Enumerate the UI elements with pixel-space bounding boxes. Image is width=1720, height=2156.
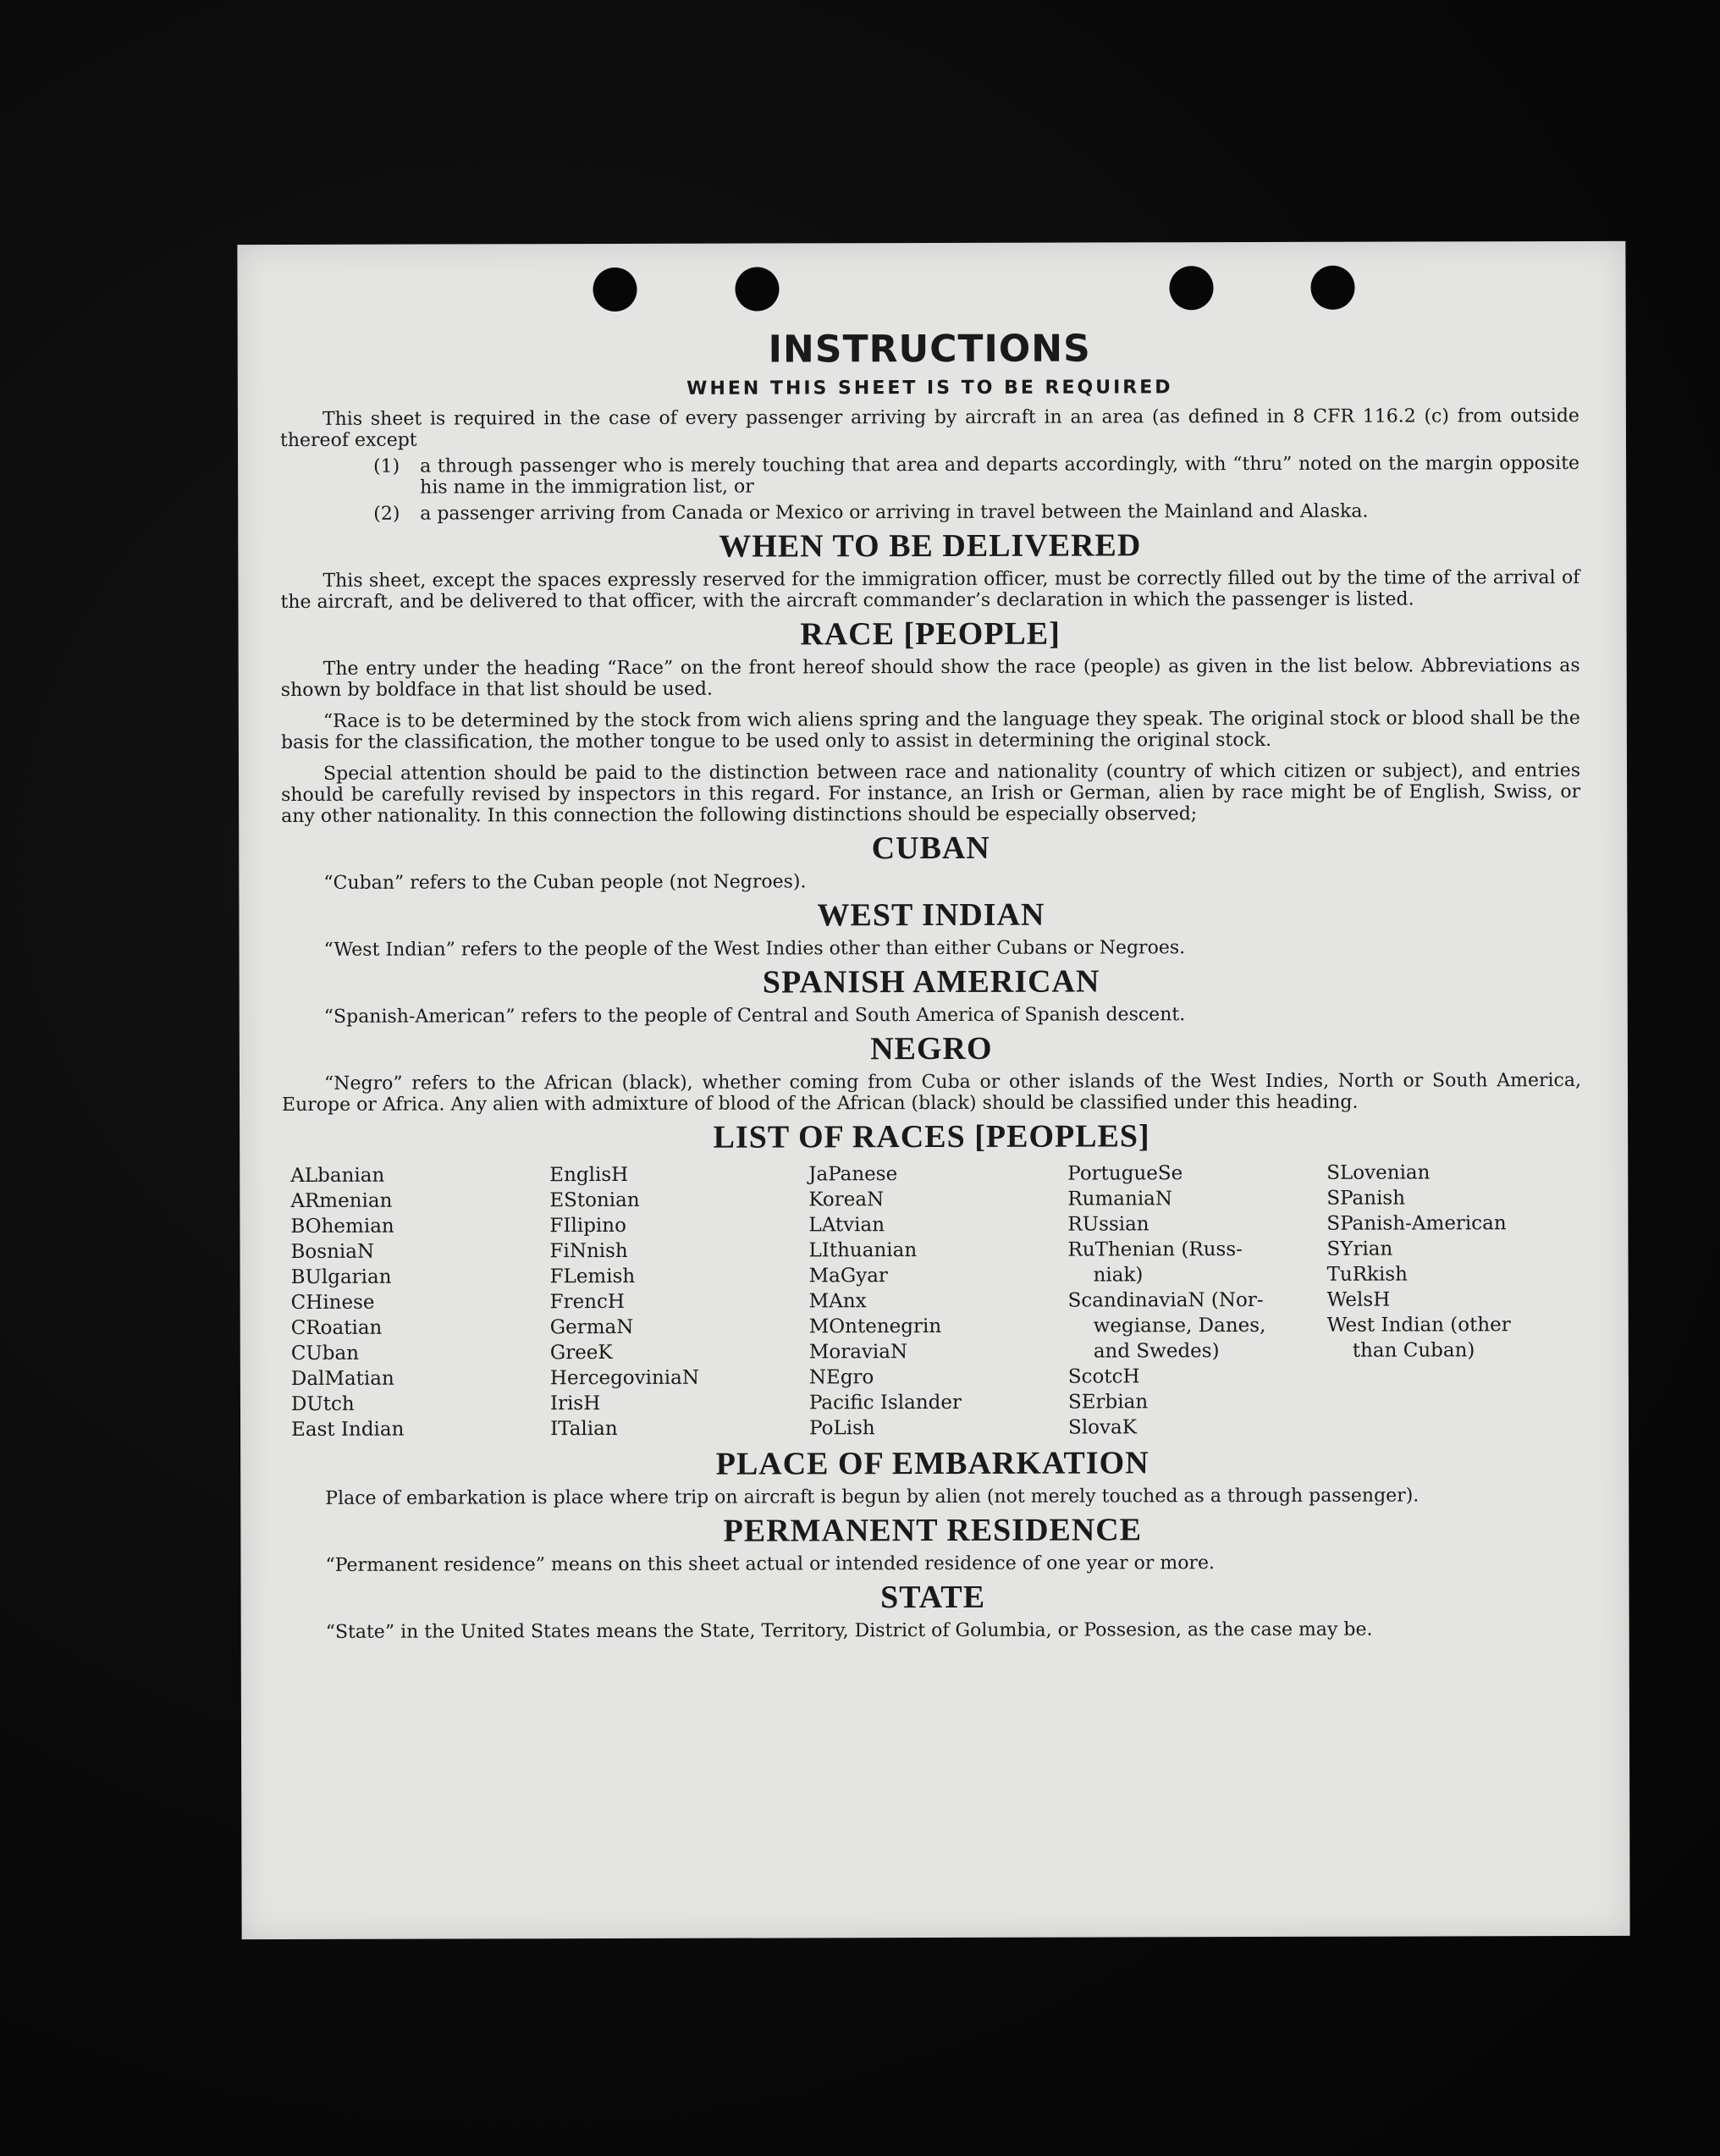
race-entry: PoLish: [809, 1417, 875, 1440]
race-entry: TuRkish: [1326, 1263, 1408, 1286]
race-entry: CHinese: [290, 1291, 375, 1314]
section-heading-state: STATE: [880, 1579, 986, 1616]
race-paragraph-1: The entry under the heading “Race” on the front hereof should show the race (people) as given in the list below. Abbreviations as shown by boldface in that list should be used.: [280, 654, 1580, 702]
race-entry: CRoatian: [290, 1316, 383, 1339]
race-entry: BosniaN: [290, 1240, 375, 1263]
race-entry: DalMatian: [290, 1367, 394, 1390]
race-entry: SYrian: [1326, 1238, 1393, 1260]
section-heading-west-indian: WEST INDIAN: [817, 896, 1045, 934]
exception-text: a through passenger who is merely touching that area and departs accordingly, with “thru” noted on the margin opposite his name in the immigration list, or: [420, 452, 1580, 499]
section-heading-negro: NEGRO: [870, 1030, 993, 1067]
race-entry: ITalian: [550, 1417, 618, 1441]
delivered-text: This sheet, except the spaces expressly reserved for the immigration officer, must be correctly filled out by the time of the arrival of the aircraft, and be delivered to that officer, with the aircraft commander’s declaration in which the passenger is listed.: [280, 566, 1580, 614]
cuban-text: “Cuban” refers to the Cuban people (not Negroes).: [323, 871, 807, 894]
section-heading-list-of-races: LIST OF RACES [PEOPLES]: [713, 1118, 1150, 1155]
race-entry: NEgro: [808, 1366, 874, 1389]
race-entry: HercegoviniaN: [549, 1366, 700, 1390]
punch-hole: [593, 267, 637, 312]
exception-number: (1): [373, 455, 400, 477]
required-intro: This sheet is required in the case of every passenger arriving by aircraft in an area (as defined in 8 CFR 116.2 (c) from outside thereof except: [279, 405, 1579, 452]
state-text: “State” in the United States means the State, Territory, District of Golumbia, or Possesion, as the case may be.: [325, 1618, 1373, 1643]
races-column: [549, 1161, 809, 1442]
punch-hole: [735, 267, 779, 311]
section-heading-spanish-american: SPANISH AMERICAN: [762, 963, 1100, 1001]
race-paragraph-3: Special attention should be paid to the distinction between race and nationality (country of which citizen or subject), and entries should be carefully revised by inspectors in this regard. For instance, an Irish or German, alien by race might be of English, Swiss, or any other nationality. In this connection the following distinctions should be especially observed;: [281, 759, 1581, 828]
exception-text: a passenger arriving from Canada or Mexico or arriving in travel between the Mainland and Alaska.: [420, 500, 1369, 525]
race-entry: CUban: [290, 1342, 360, 1365]
section-heading-delivered: WHEN TO BE DELIVERED: [719, 527, 1142, 565]
race-entry: West Indian (other: [1326, 1314, 1511, 1337]
page-title: INSTRUCTIONS: [768, 327, 1091, 372]
race-entry: and Swedes): [1093, 1340, 1220, 1363]
race-entry: BOhemian: [290, 1215, 394, 1238]
section-heading-cuban: CUBAN: [871, 830, 990, 867]
race-entry: East Indian: [291, 1418, 405, 1441]
race-entry: ARmenian: [290, 1189, 393, 1212]
race-entry: DUtch: [290, 1392, 355, 1415]
races-column: [1067, 1161, 1327, 1441]
west-indian-text: “West Indian” refers to the people of the West Indies other than either Cubans or Negroes.: [323, 937, 1186, 961]
race-entry: EStonian: [549, 1188, 640, 1212]
race-paragraph-2: “Race is to be determined by the stock from wich aliens spring and the language they speak. The original stock or blood shall be the basis for the classification, the mother tongue to be used only to assist in determining the original stock.: [280, 707, 1580, 754]
race-entry: MaGyar: [808, 1265, 888, 1288]
race-entry: KoreaN: [808, 1188, 885, 1211]
section-heading-residence: PERMANENT RESIDENCE: [723, 1512, 1143, 1549]
race-entry: ScandinaviaN (Nor-: [1067, 1288, 1264, 1312]
punch-hole: [1310, 266, 1354, 310]
sheet-content: [280, 326, 1583, 1643]
race-entry: GreeK: [549, 1341, 613, 1365]
race-entry: FrencH: [549, 1290, 626, 1314]
race-entry: MOntenegrin: [808, 1315, 942, 1338]
race-entry: SErbian: [1067, 1391, 1149, 1414]
race-entry: JaPanese: [808, 1163, 898, 1186]
race-entry: Pacific Islander: [808, 1391, 962, 1414]
race-entry: FLemish: [549, 1265, 636, 1288]
section-heading-race: RACE [PEOPLE]: [800, 615, 1061, 653]
punch-hole: [1169, 266, 1213, 310]
race-entry: MoraviaN: [808, 1341, 908, 1364]
spanish-american-text: “Spanish-American” refers to the people of Central and South America of Spanish descent.: [323, 1004, 1186, 1028]
page-subtitle: WHEN THIS SHEET IS TO BE REQUIRED: [686, 377, 1173, 400]
race-entry: LIthuanian: [808, 1239, 918, 1262]
race-entry: FIlipino: [549, 1214, 626, 1238]
races-list: [290, 1160, 1582, 1442]
instruction-sheet: [237, 241, 1629, 1939]
race-entry: wegianse, Danes,: [1093, 1314, 1266, 1337]
race-entry: GermaN: [549, 1315, 634, 1339]
race-entry: ALbanian: [290, 1164, 385, 1187]
races-column: [290, 1162, 550, 1442]
embarkation-text: Place of embarkation is place where trip on aircraft is begun by alien (not merely touched as a through passenger).: [325, 1485, 1420, 1509]
race-entry: SPanish-American: [1326, 1212, 1507, 1235]
race-entry: PortugueSe: [1067, 1162, 1183, 1185]
race-entry: BUlgarian: [290, 1265, 392, 1288]
exception-item: [373, 453, 1579, 499]
race-entry: SlovaK: [1068, 1416, 1137, 1439]
race-entry: RuThenian (Russ-: [1067, 1238, 1243, 1261]
race-entry: MAnx: [808, 1290, 867, 1313]
race-entry: IrisH: [549, 1392, 601, 1415]
race-entry: niak): [1093, 1264, 1144, 1287]
race-entry: FiNnish: [549, 1239, 628, 1263]
residence-text: “Permanent residence” means on this sheet actual or intended residence of one year or more.: [325, 1552, 1215, 1576]
races-column: [1326, 1160, 1586, 1440]
race-entry: RUssian: [1067, 1213, 1149, 1236]
race-entry: than Cuban): [1352, 1339, 1475, 1362]
race-entry: WelsH: [1326, 1288, 1391, 1311]
exception-number: (2): [373, 503, 400, 525]
race-entry: ScotcH: [1067, 1365, 1140, 1388]
negro-text: “Negro” refers to the African (black), whether coming from Cuba or other islands of the West Indies, North or South America, Europe or Africa. Any alien with admixture of blood of the African (black) should be classified under this heading.: [282, 1069, 1582, 1117]
section-heading-embarkation: PLACE OF EMBARKATION: [715, 1445, 1149, 1482]
race-entry: SLovenian: [1326, 1161, 1431, 1184]
races-column: [808, 1161, 1068, 1442]
race-entry: LAtvian: [808, 1214, 885, 1237]
race-entry: EnglisH: [549, 1163, 629, 1187]
exception-item: [373, 500, 1579, 525]
race-entry: SPanish: [1326, 1187, 1406, 1210]
race-entry: RumaniaN: [1067, 1188, 1173, 1210]
